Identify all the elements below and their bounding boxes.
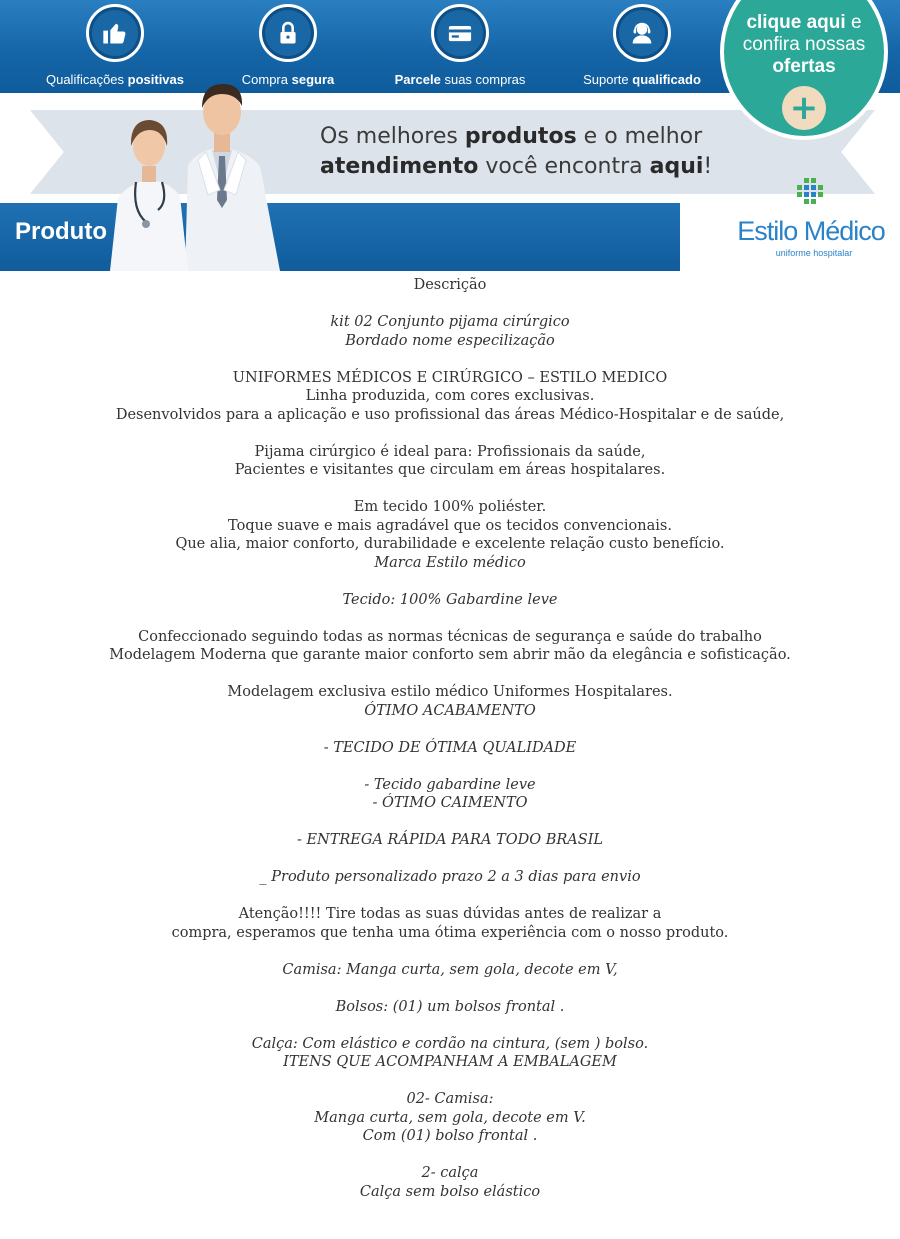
description-line: - ÓTIMO CAIMENTO	[372, 795, 528, 811]
description-gap	[0, 1016, 900, 1035]
description-line: Com (01) bolso frontal .	[362, 1128, 538, 1144]
description-gap	[0, 480, 900, 499]
description-line: Modelagem exclusiva estilo médico Uniformes Hospitalares.	[227, 684, 673, 700]
description-gap	[0, 1072, 900, 1091]
description-gap	[0, 757, 900, 776]
description-line: Modelagem Moderna que garante maior conforto sem abrir mão da elegância e sofisticação.	[109, 647, 791, 663]
description-line: Linha produzida, com cores exclusivas.	[305, 388, 595, 404]
description-line: Bolsos: (01) um bolsos frontal .	[335, 998, 565, 1015]
description-line: compra, esperamos que tenha uma ótima experiência com o nosso produto.	[171, 924, 729, 941]
feature-label: Parcele suas compras	[394, 72, 526, 87]
padlock-icon	[259, 4, 317, 62]
description-line: 2- calça	[421, 1165, 479, 1181]
offer-line-1: clique aqui e	[746, 12, 862, 33]
description-gap	[0, 295, 900, 314]
description-gap	[0, 424, 900, 443]
description-gap	[0, 720, 900, 739]
description-line: - ENTREGA RÁPIDA PARA TODO BRASIL	[296, 832, 604, 848]
feature-installments	[370, 4, 550, 87]
description-line: ÓTIMO ACABAMENTO	[364, 702, 536, 719]
description-line: Calça: Com elástico e cordão na cintura, (sem ) bolso.	[251, 1035, 649, 1052]
description-gap	[0, 350, 900, 369]
banner-tagline: Os melhores produtos e o melhor atendimento você encontra aqui!	[320, 124, 713, 179]
description-gap	[0, 609, 900, 628]
description-line: Em tecido 100% poliéster.	[353, 499, 547, 515]
description-line: - Tecido gabardine leve	[364, 776, 536, 793]
feature-label: Compra segura	[241, 72, 335, 87]
feature-qualified-support	[552, 4, 732, 87]
description-line: ITENS QUE ACOMPANHAM A EMBALAGEM	[283, 1054, 617, 1070]
offer-line-3: ofertas	[772, 56, 836, 77]
description-line: Calça sem bolso elástico	[359, 1183, 541, 1200]
feature-label: Qualificações positivas	[45, 72, 184, 87]
description-gap	[0, 1146, 900, 1165]
description-line: Descrição	[413, 277, 487, 293]
description-line: Manga curta, sem gola, decote em V.	[314, 1109, 586, 1126]
feature-label: Suporte qualificado	[583, 72, 701, 87]
description-line: Camisa: Manga curta, sem gola, decote em V,	[282, 961, 618, 978]
thumbs-up-icon	[86, 4, 144, 62]
description-gap	[0, 572, 900, 591]
logo-subtitle: uniforme hospitalar	[775, 248, 853, 258]
plus-icon: +	[782, 86, 826, 130]
brand-logo	[726, 176, 896, 266]
description-line: Desenvolvidos para a aplicação e uso profissional das áreas Médico-Hospitalar e de saúde,	[115, 406, 785, 423]
description-line: - TECIDO DE ÓTIMA QUALIDADE	[323, 739, 577, 756]
medical-cross-icon	[790, 176, 830, 216]
description-line: Tecido: 100% Gabardine leve	[342, 591, 558, 608]
product-description	[0, 276, 900, 1201]
doctors-illustration	[110, 70, 290, 271]
offer-line-2: confira nossas	[742, 34, 866, 55]
description-line: Toque suave e mais agradável que os tecidos convencionais.	[228, 517, 672, 534]
description-line: _ Produto personalizado prazo 2 a 3 dias para envio	[259, 869, 641, 885]
description-line: Que alia, maior conforto, durabilidade e excelente relação custo benefício.	[175, 536, 725, 552]
product-banner	[0, 0, 900, 271]
description-line: Atenção!!!! Tire todas as suas dúvidas antes de realizar a	[238, 906, 662, 922]
description-gap	[0, 942, 900, 961]
description-gap	[0, 665, 900, 684]
description-line: Confeccionado seguindo todas as normas técnicas de segurança e saúde do trabalho	[138, 628, 762, 645]
description-line: Pacientes e visitantes que circulam em áreas hospitalares.	[234, 462, 666, 478]
support-agent-icon	[613, 4, 671, 62]
description-line: Pijama cirúrgico é ideal para: Profissionais da saúde,	[254, 443, 646, 460]
description-gap	[0, 850, 900, 869]
description-line: Bordado nome especilização	[345, 332, 555, 349]
logo-name: Estilo Médico	[737, 216, 885, 246]
description-line: kit 02 Conjunto pijama cirúrgico	[330, 314, 570, 330]
description-gap	[0, 813, 900, 832]
description-gap	[0, 887, 900, 906]
description-gap	[0, 979, 900, 998]
description-line: Marca Estilo médico	[374, 554, 526, 571]
credit-card-icon	[431, 4, 489, 62]
section-title: Produto	[15, 218, 107, 245]
description-line: 02- Camisa:	[406, 1091, 494, 1107]
description-line: UNIFORMES MÉDICOS E CIRÚRGICO – ESTILO MEDICO	[232, 369, 668, 386]
